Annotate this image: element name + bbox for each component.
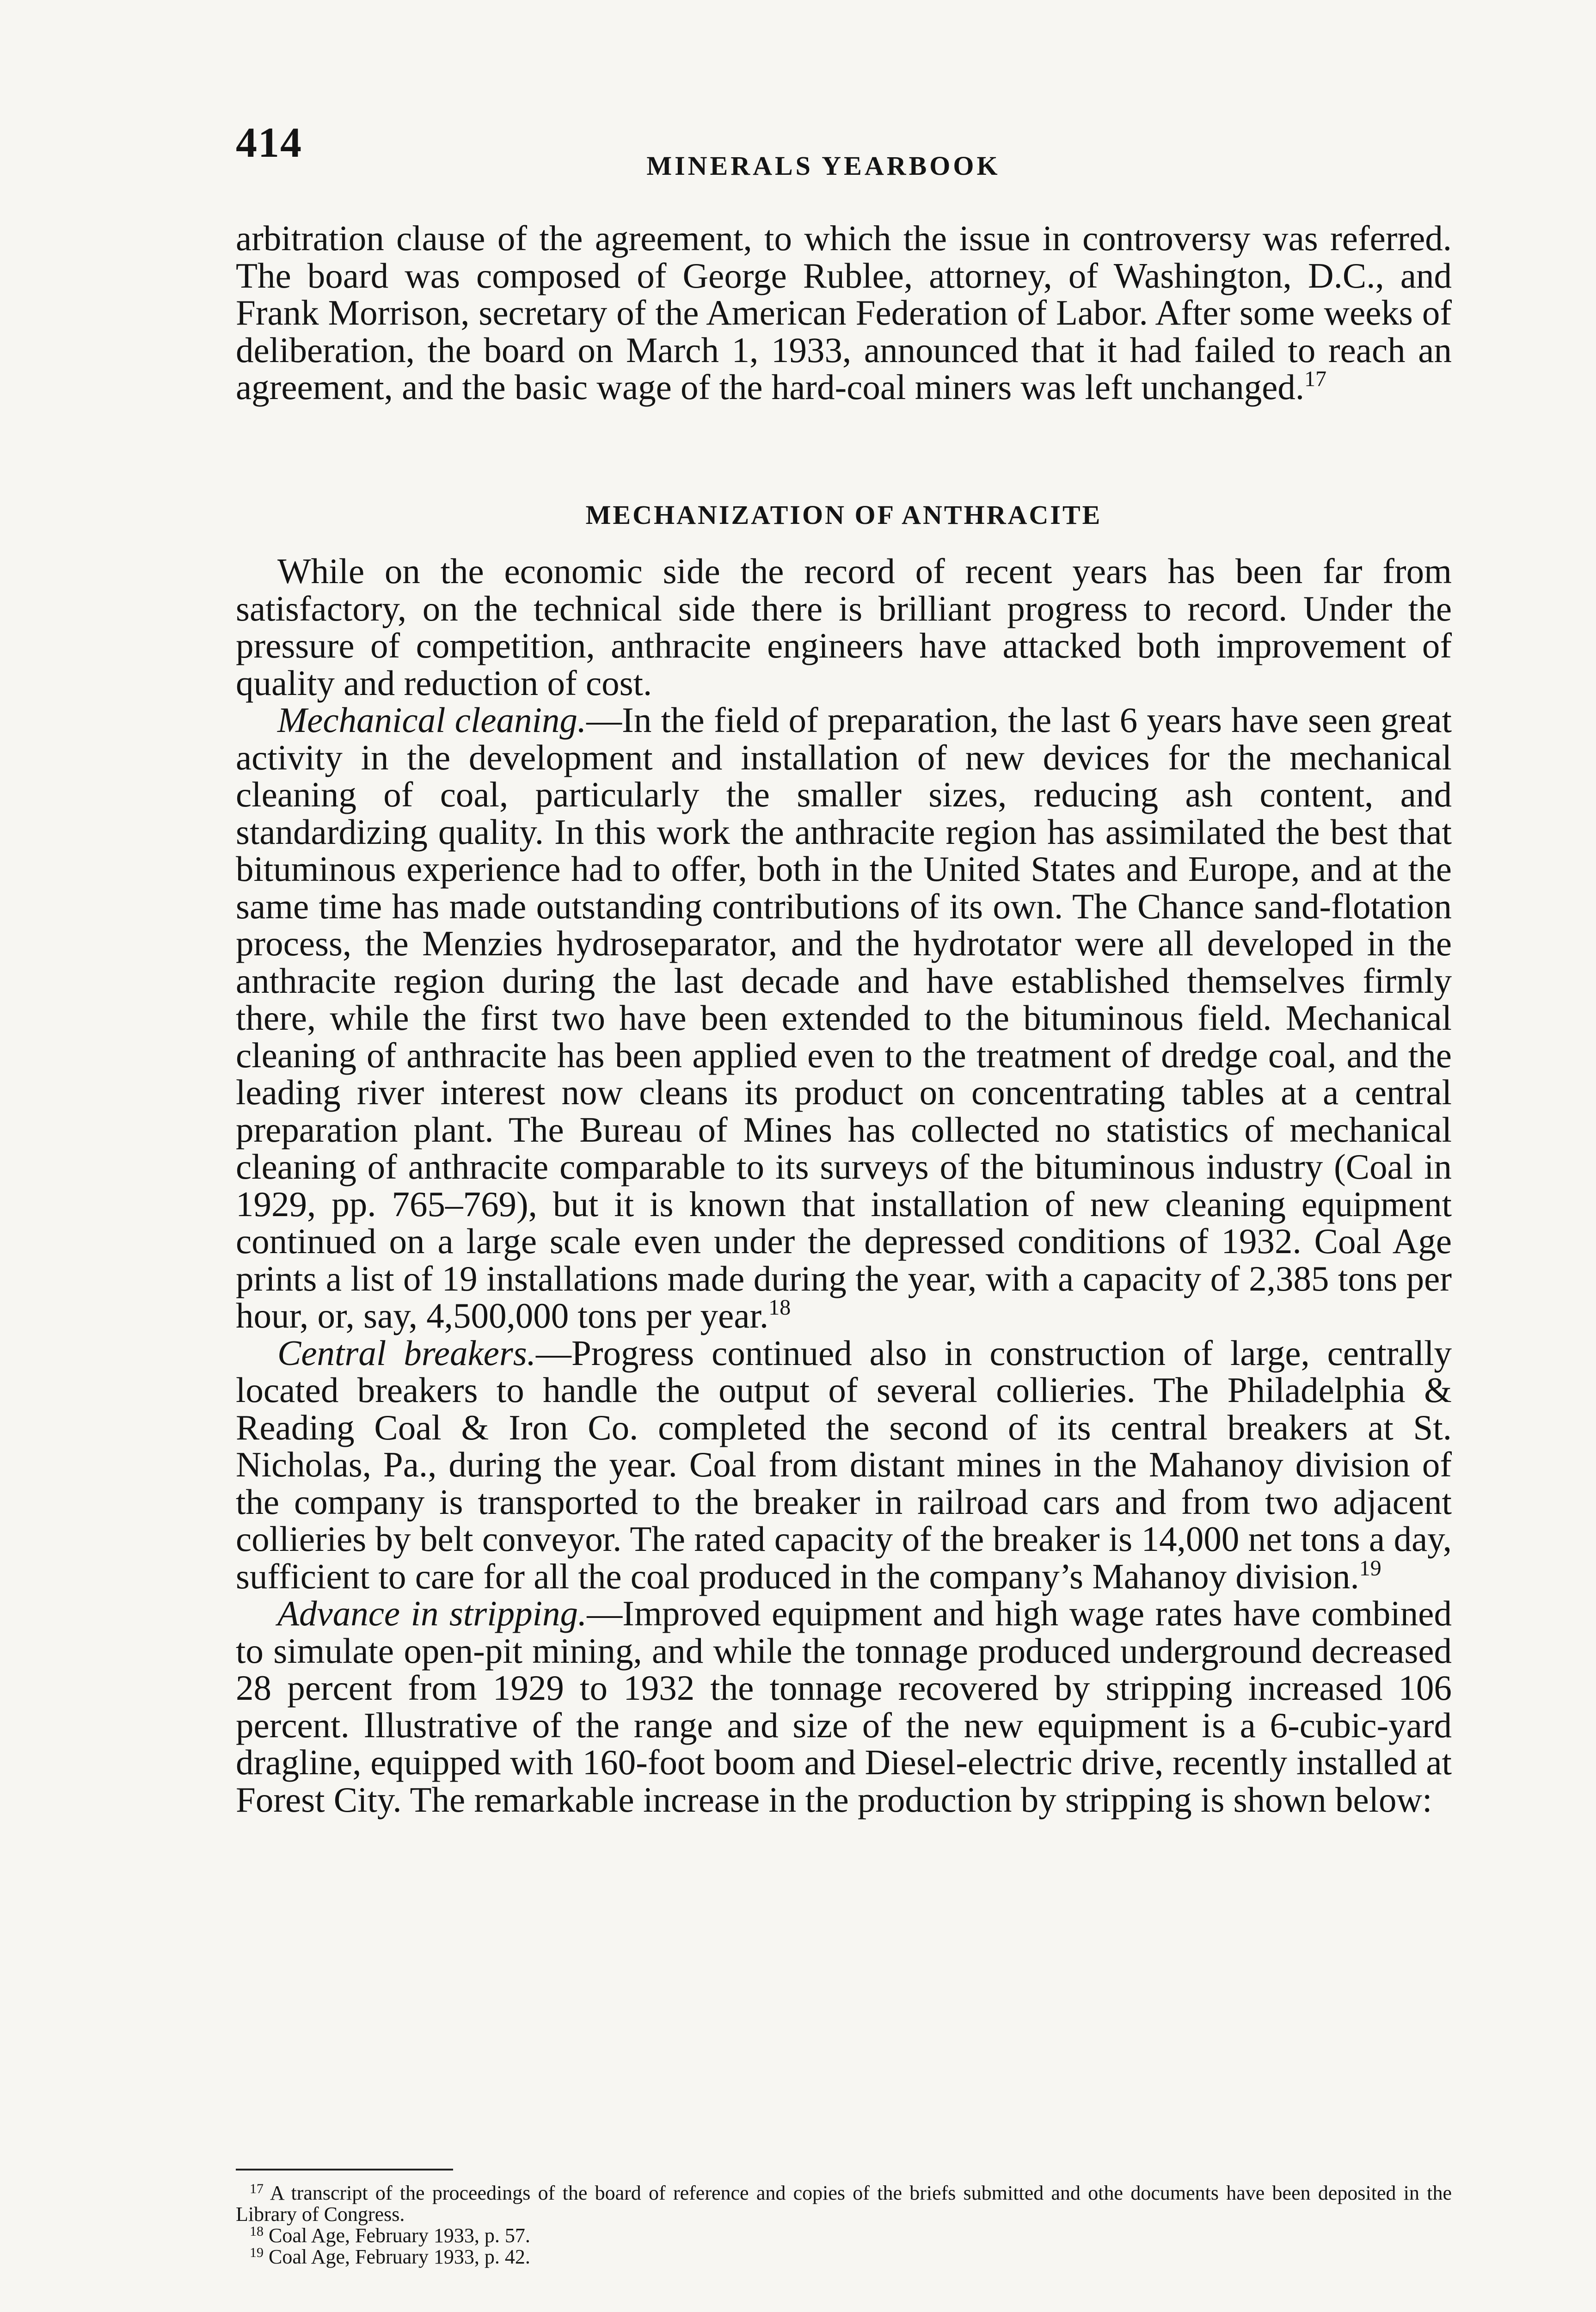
- advance-in-stripping-paragraph: [236, 1595, 1452, 1818]
- footnotes: [236, 2183, 1452, 2268]
- footnote-divider: [236, 2169, 453, 2171]
- footnote-text: A transcript of the proceedings of the board of reference and copies of the briefs submitted and othe documents have been deposited in the Library of Congress.: [236, 2182, 1452, 2226]
- footnote-ref-17: 17: [1304, 367, 1327, 391]
- section-heading: MECHANIZATION OF ANTHRACITE: [585, 500, 1102, 530]
- footnote-ref-18: 18: [768, 1295, 791, 1320]
- intro-paragraph-block: [236, 220, 1452, 406]
- central-breakers-paragraph: [236, 1334, 1452, 1595]
- section-body: [236, 553, 1452, 1818]
- footnote-number: 19: [250, 2245, 264, 2260]
- footnote-item: [236, 2225, 1452, 2246]
- mechanical-cleaning-text: —In the field of preparation, the last 6 years have seen great activity in the development and installation of new devices for the mechanical cleaning of coal, particularly the smaller sizes, reducing ash content, and standardizing quality. In this work the anthracite region has assimilated the best that bituminous experience had to offer, both in the United States and Europe, and at the same time has made outstanding contributions of its own. The Chance sand-flotation process, the Menzies hydroseparator, and the hydrotator were all developed in the anthracite region during the last decade and have established themselves firmly there, while the first two have been extended to the bituminous field. Mechanical cleaning of anthracite has been applied even to the treatment of dredge coal, and the leading river interest now cleans its product on concentrating tables at a central preparation plant. The Bureau of Mines has collected no statistics of mechanical cleaning of anthracite comparable to its surveys of the bituminous industry (Coal in 1929, pp. 765–769), but it is known that installation of new cleaning equipment continued on a large scale even under the depressed conditions of 1932. Coal Age prints a list of 19 installations made during the year, with a capacity of 2,385 tons per hour, or, say, 4,500,000 tons per year.: [236, 700, 1452, 1335]
- footnote-number: 18: [250, 2224, 264, 2239]
- intro-paragraph: [236, 220, 1452, 406]
- footnote-ref-19: 19: [1359, 1556, 1381, 1580]
- mechanical-cleaning-heading: Mechanical cleaning.: [277, 700, 587, 740]
- page-number: 414: [236, 119, 302, 166]
- advance-in-stripping-text: —Improved equipment and high wage rates have combined to simulate open-pit mining, and while the tonnage produced underground decreased 28 percent from 1929 to 1932 the tonnage recovered by stripping increased 106 percent. Illustrative of the range and size of the new equipment is a 6-cubic-yard dragline, equipped with 160-foot boom and Diesel-electric drive, recently installed at Forest City. The remarkable increase in the production by stripping is shown below:: [236, 1593, 1452, 1820]
- footnote-number: 17: [250, 2181, 264, 2196]
- running-title: MINERALS YEARBOOK: [646, 151, 1001, 181]
- footnote-item: [236, 2183, 1452, 2225]
- advance-in-stripping-heading: Advance in stripping.: [277, 1593, 587, 1633]
- mechanical-cleaning-paragraph: [236, 701, 1452, 1334]
- central-breakers-heading: Central breakers.: [277, 1333, 536, 1373]
- footnote-item: [236, 2246, 1452, 2268]
- footnote-text: Coal Age, February 1933, p. 42.: [269, 2245, 530, 2268]
- opening-paragraph: While on the economic side the record of recent years has been far from satisfactory, on the technical side there is brilliant progress to record. Under the pressure of competition, anthracite engineers have attacked both improvement of quality and reduction of cost.: [236, 551, 1452, 703]
- footnote-text: Coal Age, February 1933, p. 57.: [269, 2224, 530, 2247]
- intro-paragraph-text: arbitration clause of the agreement, to which the issue in controversy was referred. The board was composed of George Rublee, attorney, of Washington, D.C., and Frank Morrison, secretary of the American Federation of Labor. After some weeks of deliberation, the board on March 1, 1933, announced that it had failed to reach an agreement, and the basic wage of the hard-coal miners was left unchanged.: [236, 218, 1452, 407]
- central-breakers-text: —Progress continued also in construction of large, centrally located breakers to handle the output of several collieries. The Philadelphia & Reading Coal & Iron Co. completed the second of its central breakers at St. Nicholas, Pa., during the year. Coal from distant mines in the Mahanoy division of the company is transported to the breaker in railroad cars and from two adjacent collieries by belt conveyor. The rated capacity of the breaker is 14,000 net tons a day, sufficient to care for all the coal produced in the company’s Mahanoy division.: [236, 1333, 1452, 1596]
